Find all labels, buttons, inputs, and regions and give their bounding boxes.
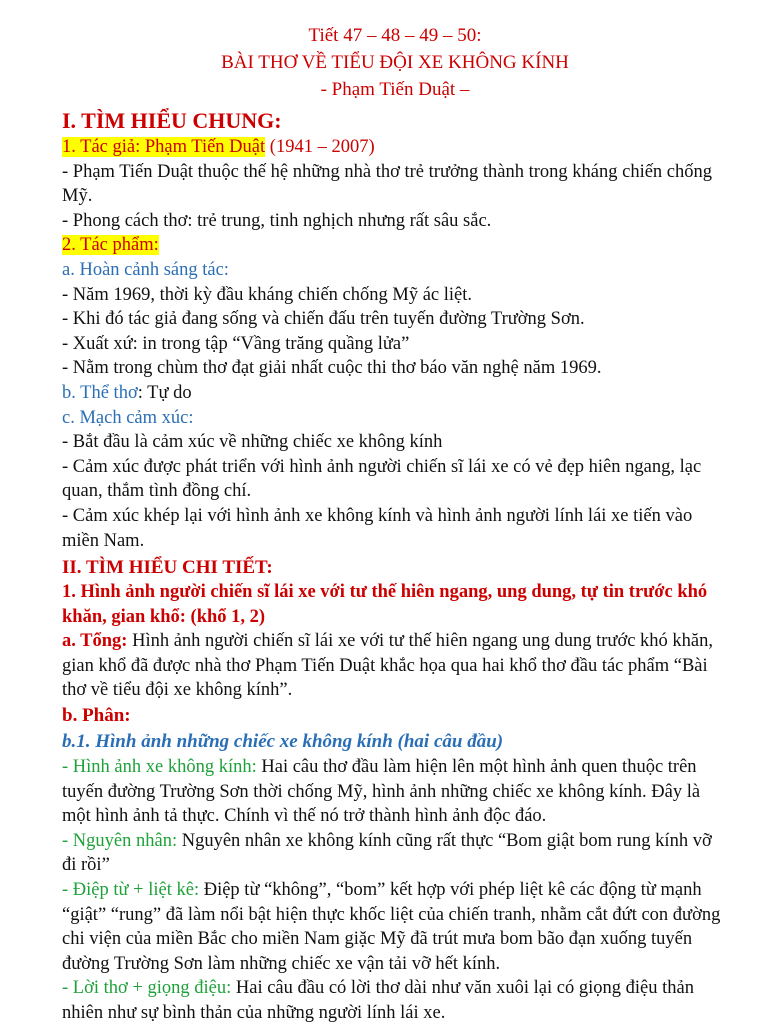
author-line: - Phạm Tiến Duật –	[320, 79, 470, 100]
form-value: : Tự do	[137, 382, 192, 403]
lesson-number: Tiết 47 – 48 – 49 – 50:	[308, 25, 482, 46]
work-section	[62, 233, 728, 258]
context-line-2: - Khi đó tác giả đang sống và chiến đấu trên tuyến đường Trường Sơn.	[62, 309, 585, 330]
emotion-line-2: - Cảm xúc được phát triển với hình ảnh người chiến sĩ lái xe có vẻ đẹp hiên ngang, lạc quan, thắm tình đồng chí.	[62, 456, 702, 502]
item-2	[62, 829, 728, 878]
part1-heading: I. TÌM HIỂU CHUNG:	[62, 108, 282, 133]
item-label: - Nguyên nhân:	[62, 830, 178, 851]
item-3	[62, 878, 728, 976]
work-label: 2. Tác phẩm:	[62, 235, 159, 256]
emotion-line-1: - Bắt đầu là cảm xúc về những chiếc xe không kính	[62, 432, 443, 453]
item-text: Hai câu đầu có lời thơ dài như văn xuôi lại có giọng điệu thản nhiên như sự bình thản của những người lính lái xe.	[62, 978, 694, 1023]
item-1	[62, 755, 728, 829]
tong-text: Hình ảnh người chiến sĩ lái xe với tư thế hiên ngang ung dung trước khó khăn, gian khổ đã được nhà thơ Phạm Tiến Duật khắc họa qua hai khổ thơ đầu tác phẩm “Bài thơ về tiểu đội xe không kính”.	[62, 631, 714, 701]
context-line-3: - Xuất xứ: in trong tập “Vầng trăng quầng lửa”	[62, 333, 410, 354]
item-text: Điệp từ “không”, “bom” kết hợp với phép liệt kê các động từ mạnh “giật” “rung” đã làm nổi bật hiện thực khốc liệt của chiến tranh, nhằm cắt đứt con đường chi viện của miền Bắc cho miền Nam giặc Mỹ đã trút mưa bom bão đạn xuống tuyến đường Trường Sơn làm những chiếc xe vận tải vỡ hết kính.	[62, 880, 721, 974]
context-line-1: - Năm 1969, thời kỳ đầu kháng chiến chống Mỹ ác liệt.	[62, 284, 473, 305]
author-label: 1. Tác giả: Phạm Tiến Duật	[62, 137, 266, 157]
author-line-2: - Phong cách thơ: trẻ trung, tinh nghịch nhưng rất sâu sắc.	[62, 210, 492, 231]
context-line-4: - Nằm trong chùm thơ đạt giải nhất cuộc thi thơ báo văn nghệ năm 1969.	[62, 358, 602, 379]
item-label: - Lời thơ + giọng điệu:	[62, 978, 232, 999]
phan-label: b. Phân:	[62, 705, 131, 727]
emotion-line-3: - Cảm xúc khép lại với hình ảnh xe không kính và hình ảnh người lính lái xe tiến vào miền Nam.	[62, 505, 693, 551]
author-section	[62, 135, 728, 160]
part2-heading: II. TÌM HIỂU CHI TIẾT:	[62, 557, 273, 579]
item-text: Hai câu thơ đầu làm hiện lên một hình ảnh quen thuộc trên tuyến đường Trường Sơn thời chống Mỹ, hình ảnh những chiếc xe không kính. Đây là một hình ảnh tả thực. Chính vì thế nó trở thành hình ảnh độc đáo.	[62, 757, 701, 827]
b1-heading: b.1. Hình ảnh những chiếc xe không kính (hai câu đầu)	[62, 731, 504, 753]
item-text: Nguyên nhân xe không kính cũng rất thực “Bom giật bom rung kính vỡ đi rồi”	[62, 830, 712, 876]
item-label: - Điệp từ + liệt kê:	[62, 880, 200, 901]
item-4	[62, 976, 728, 1025]
item-label: - Hình ảnh xe không kính:	[62, 757, 257, 778]
form-label: b. Thể thơ	[62, 382, 138, 403]
author-years: (1941 – 2007)	[265, 137, 375, 157]
tong-label: a. Tổng:	[62, 631, 128, 652]
emotion-label: c. Mạch cảm xúc:	[62, 407, 194, 428]
tong-paragraph	[62, 629, 728, 703]
section1-heading: 1. Hình ảnh người chiến sĩ lái xe với tư thế hiên ngang, ung dung, tự tin trước khó khăn, gian khổ: (khổ 1, 2)	[62, 582, 708, 627]
document-title: BÀI THƠ VỀ TIỂU ĐỘI XE KHÔNG KÍNH	[221, 52, 569, 73]
author-line-1: - Phạm Tiến Duật thuộc thế hệ những nhà thơ trẻ trưởng thành trong kháng chiến chống Mỹ.	[62, 161, 713, 207]
form-line	[62, 381, 728, 406]
context-label: a. Hoàn cảnh sáng tác:	[62, 259, 229, 280]
